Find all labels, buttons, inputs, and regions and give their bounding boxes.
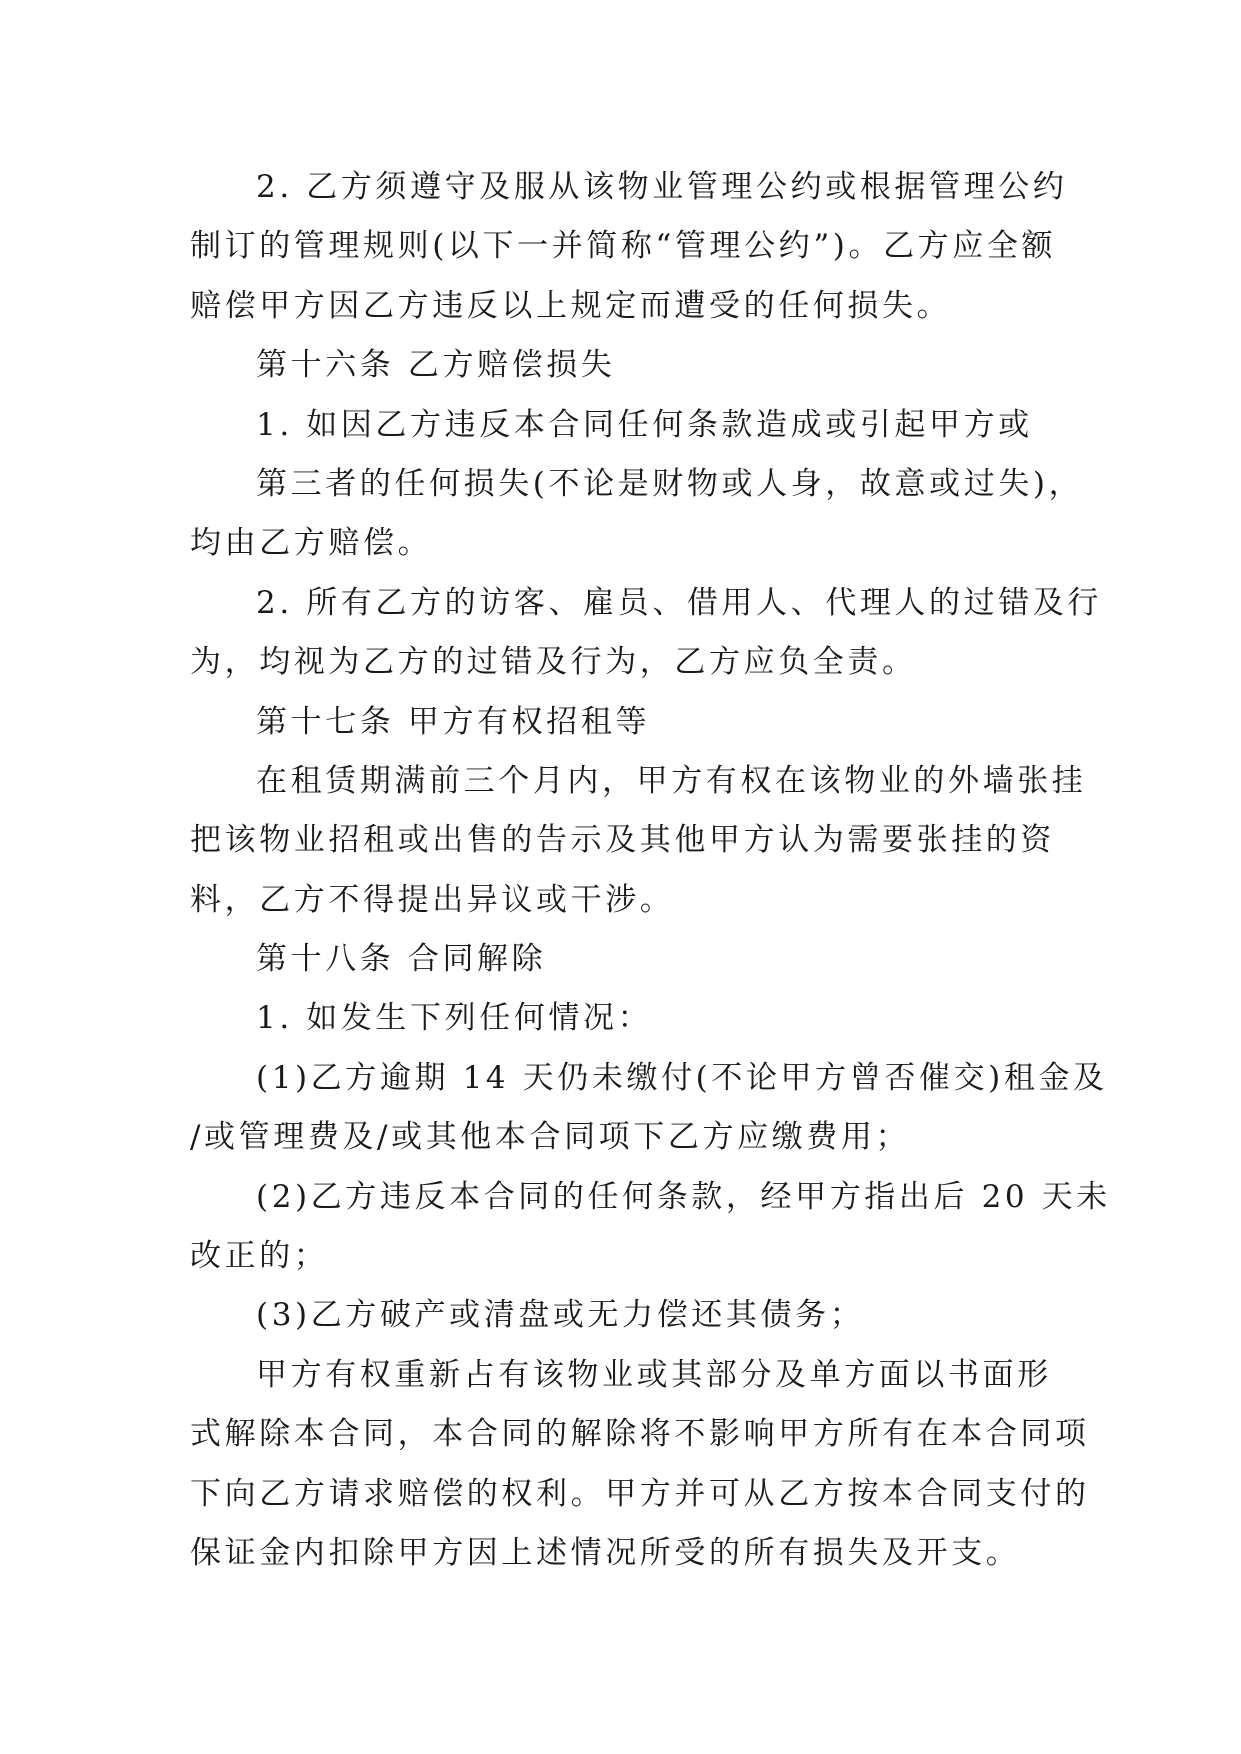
- text-line: /或管理费及/或其他本合同项下乙方应缴费用；: [190, 1119, 911, 1156]
- text-line: 甲方有权重新占有该物业或其部分及单方面以书面形: [256, 1356, 1052, 1393]
- document-body: [190, 158, 1111, 1583]
- text-line: 均由乙方赔偿。: [190, 525, 433, 562]
- text-line: (1)乙方逾期 14 天仍未缴付(不论甲方曾否催交)租金及: [256, 1059, 1108, 1096]
- text-line: 1. 如因乙方违反本合同任何条款造成或引起甲方或: [256, 406, 1033, 443]
- text-line: 改正的；: [190, 1238, 329, 1275]
- text-line: 1. 如发生下列任何情况：: [256, 1000, 653, 1037]
- text-line: 在租赁期满前三个月内，甲方有权在该物业的外墙张挂: [256, 762, 1087, 799]
- section-heading-16: 第十六条 乙方赔偿损失: [256, 347, 616, 384]
- text-line: 式解除本合同，本合同的解除将不影响甲方所有在本合同项: [190, 1416, 1090, 1453]
- text-line: 第三者的任何损失(不论是财物或人身，故意或过失)，: [256, 465, 1084, 502]
- section-heading-18: 第十八条 合同解除: [256, 941, 547, 978]
- text-line: 赔偿甲方因乙方违反以上规定而遭受的任何损失。: [190, 287, 952, 324]
- text-line: 把该物业招租或出售的告示及其他甲方认为需要张挂的资: [190, 822, 1055, 859]
- section-heading-17: 第十七条 甲方有权招租等: [256, 703, 651, 740]
- text-line: 下向乙方请求赔偿的权利。甲方并可从乙方按本合同支付的: [190, 1475, 1090, 1512]
- text-line: 2. 乙方须遵守及服从该物业管理公约或根据管理公约: [256, 169, 1068, 205]
- text-line: (3)乙方破产或清盘或无力偿还其债务；: [256, 1297, 865, 1334]
- text-line: 制订的管理规则(以下一并简称“管理公约”)。乙方应全额: [190, 228, 1057, 265]
- text-line: 2. 所有乙方的访客、雇员、借用人、代理人的过错及行: [256, 584, 1103, 621]
- text-line: (2)乙方违反本合同的任何条款，经甲方指出后 20 天未: [256, 1178, 1111, 1215]
- text-line: 为，均视为乙方的过错及行为，乙方应负全责。: [190, 644, 917, 681]
- text-line: 料，乙方不得提出异议或干涉。: [190, 881, 675, 918]
- text-line: 保证金内扣除甲方因上述情况所受的所有损失及开支。: [190, 1534, 1021, 1571]
